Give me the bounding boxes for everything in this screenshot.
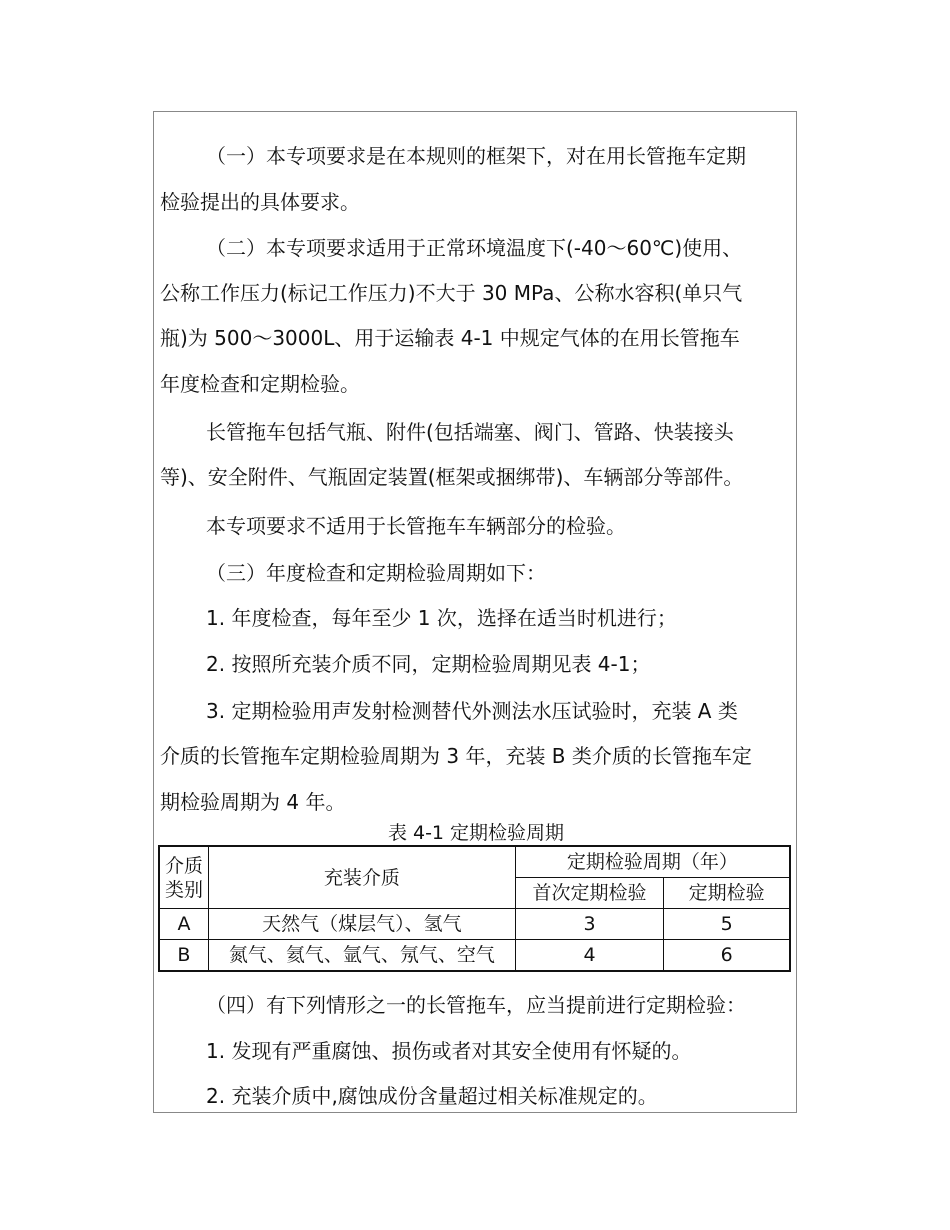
paragraph-line: （一）本专项要求是在本规则的框架下，对在用长管拖车定期 [206,144,746,168]
table-caption: 表 4-1 定期检验周期 [387,822,565,844]
header-category: 介质 类别 [159,846,208,909]
document-frame [153,111,797,1113]
paragraph-line: 瓶)为 500～3000L、用于运输表 4-1 中规定气体的在用长管拖车 [160,326,740,350]
cell-first-period: 3 [515,909,664,940]
paragraph-line: （四）有下列情形之一的长管拖车，应当提前进行定期检验： [206,993,746,1017]
header-first-inspection: 首次定期检验 [515,878,664,909]
table-row [159,909,790,940]
paragraph-line: （二）本专项要求适用于正常环境温度下(-40～60℃)使用、 [206,236,743,260]
inspection-period-table [158,845,791,972]
paragraph-line: （三）年度检查和定期检验周期如下： [206,561,546,585]
cell-category: B [159,940,208,972]
paragraph-line: 等)、安全附件、气瓶固定装置(框架或捆绑带)、车辆部分等部件。 [160,465,744,489]
header-medium: 充装介质 [208,846,515,909]
cell-first-period: 4 [515,940,664,972]
cell-regular-period: 6 [664,940,790,972]
paragraph-line: 介质的长管拖车定期检验周期为 3 年，充装 B 类介质的长管拖车定 [160,744,752,768]
paragraph-line: 检验提出的具体要求。 [160,190,360,214]
paragraph-line: 2. 按照所充装介质不同，定期检验周期见表 4-1； [206,652,651,676]
paragraph-line: 2. 充装介质中,腐蚀成份含量超过相关标准规定的。 [206,1084,658,1108]
cell-medium: 氮气、氦气、氩气、氖气、空气 [208,940,515,972]
paragraph-line: 本专项要求不适用于长管拖车车辆部分的检验。 [206,514,626,538]
paragraph-line: 公称工作压力(标记工作压力)不大于 30 MPa、公称水容积(单只气 [160,281,743,305]
header-regular-inspection: 定期检验 [664,878,790,909]
paragraph-line: 年度检查和定期检验。 [160,372,360,396]
cell-medium: 天然气（煤层气）、氢气 [208,909,515,940]
paragraph-line: 1. 发现有严重腐蚀、损伤或者对其安全使用有怀疑的。 [206,1039,692,1063]
header-period-group: 定期检验周期（年） [515,846,790,878]
paragraph-line: 期检验周期为 4 年。 [160,790,346,814]
paragraph-line: 长管拖车包括气瓶、附件(包括端塞、阀门、管路、快装接头 [206,420,734,444]
paragraph-line: 3. 定期检验用声发射检测替代外测法水压试验时，充装 A 类 [206,699,738,723]
cell-regular-period: 5 [664,909,790,940]
cell-category: A [159,909,208,940]
paragraph-line: 1. 年度检查，每年至少 1 次，选择在适当时机进行； [206,606,677,630]
table-row [159,940,790,972]
